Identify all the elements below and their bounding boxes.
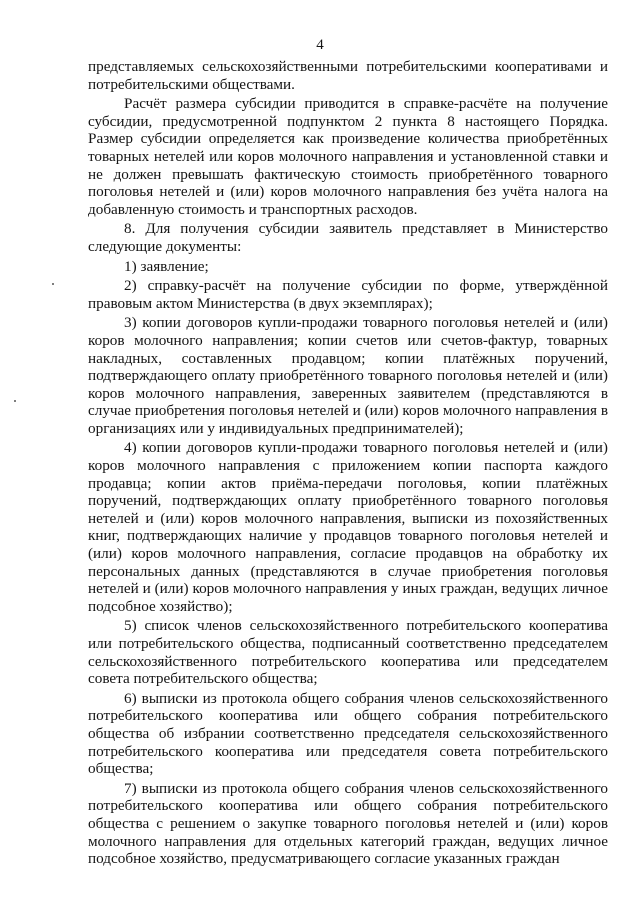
list-item-7: 7) выписки из протокола общего собрания членов сельскохозяйственного потребительского кооператива или общего собрания потребительского общества с решением о закупке товарного поголовья нетелей и (или) коров молочного направления для отдельных категорий граждан, ведущих личное подсобное хозяйство, предусматривающего согласие указанных граждан	[88, 779, 608, 868]
page-number: 4	[316, 37, 324, 53]
list-item-3: 3) копии договоров купли-продажи товарного поголовья нетелей и (или) коров молочного направления; копии счетов или счетов-фактур, товарных накладных, составленных продавцом; копии платёжных поручений, подтверждающего оплату приобретённого товарного поголовья нетелей и (или) коров молочного направления, заверенных заявителем (представляются в случае приобретения поголовья нетелей и (или) коров молочного направления в организациях или у индивидуальных предпринимателей);	[88, 314, 608, 437]
scan-speck	[14, 400, 16, 402]
paragraph-continuation: представляемых сельскохозяйственными потребительскими кооперативами и потребительскими обществами.	[88, 58, 608, 93]
document-body	[88, 58, 608, 870]
list-item-1: 1) заявление;	[124, 257, 209, 275]
list-item-6: 6) выписки из протокола общего собрания членов сельскохозяйственного потребительского кооператива или общего собрания потребительского общества об избрании соответственно председателя сельскохозяйственного потребительского кооператива или председателя совета потребительского общества;	[88, 689, 608, 778]
list-item-4: 4) копии договоров купли-продажи товарного поголовья нетелей и (или) коров молочного направления с приложением копии паспорта каждого продавца; копии актов приёма-передачи поголовья, копии платёжных поручений, подтверждающих оплату приобретённого товарного поголовья нетелей и (или) коров молочного направления, выписки из похозяйственных книг, подтверждающих наличие у продавцов товарного поголовья нетелей и (или) коров молочного направления, согласие продавцов на обработку их персональных данных (представляются в случае приобретения поголовья нетелей и (или) коров молочного направления у иных граждан, ведущих личное подсобное хозяйство);	[88, 439, 608, 615]
paragraph-item-8: 8. Для получения субсидии заявитель представляет в Министерство следующие документы:	[88, 220, 608, 255]
paragraph-subsidy-calculation: Расчёт размера субсидии приводится в справке-расчёте на получение субсидии, предусмотренной подпунктом 2 пункта 8 настоящего Порядка. Размер субсидии определяется как произведение количества приобретённых товарных нетелей или коров молочного направления и установленной ставки и не должен превышать фактическую стоимость приобретённого товарного поголовья нетелей и (или) коров молочного направления без учёта налога на добавленную стоимость и транспортных расходов.	[88, 95, 608, 218]
list-item-2: 2) справку-расчёт на получение субсидии по форме, утверждённой правовым актом Министерства (в двух экземплярах);	[88, 277, 608, 312]
list-item-5: 5) список членов сельскохозяйственного потребительского кооператива или потребительского общества, подписанный соответственно председателем сельскохозяйственного потребительского кооператива или председателем совета потребительского общества;	[88, 617, 608, 688]
scan-speck	[52, 283, 54, 285]
